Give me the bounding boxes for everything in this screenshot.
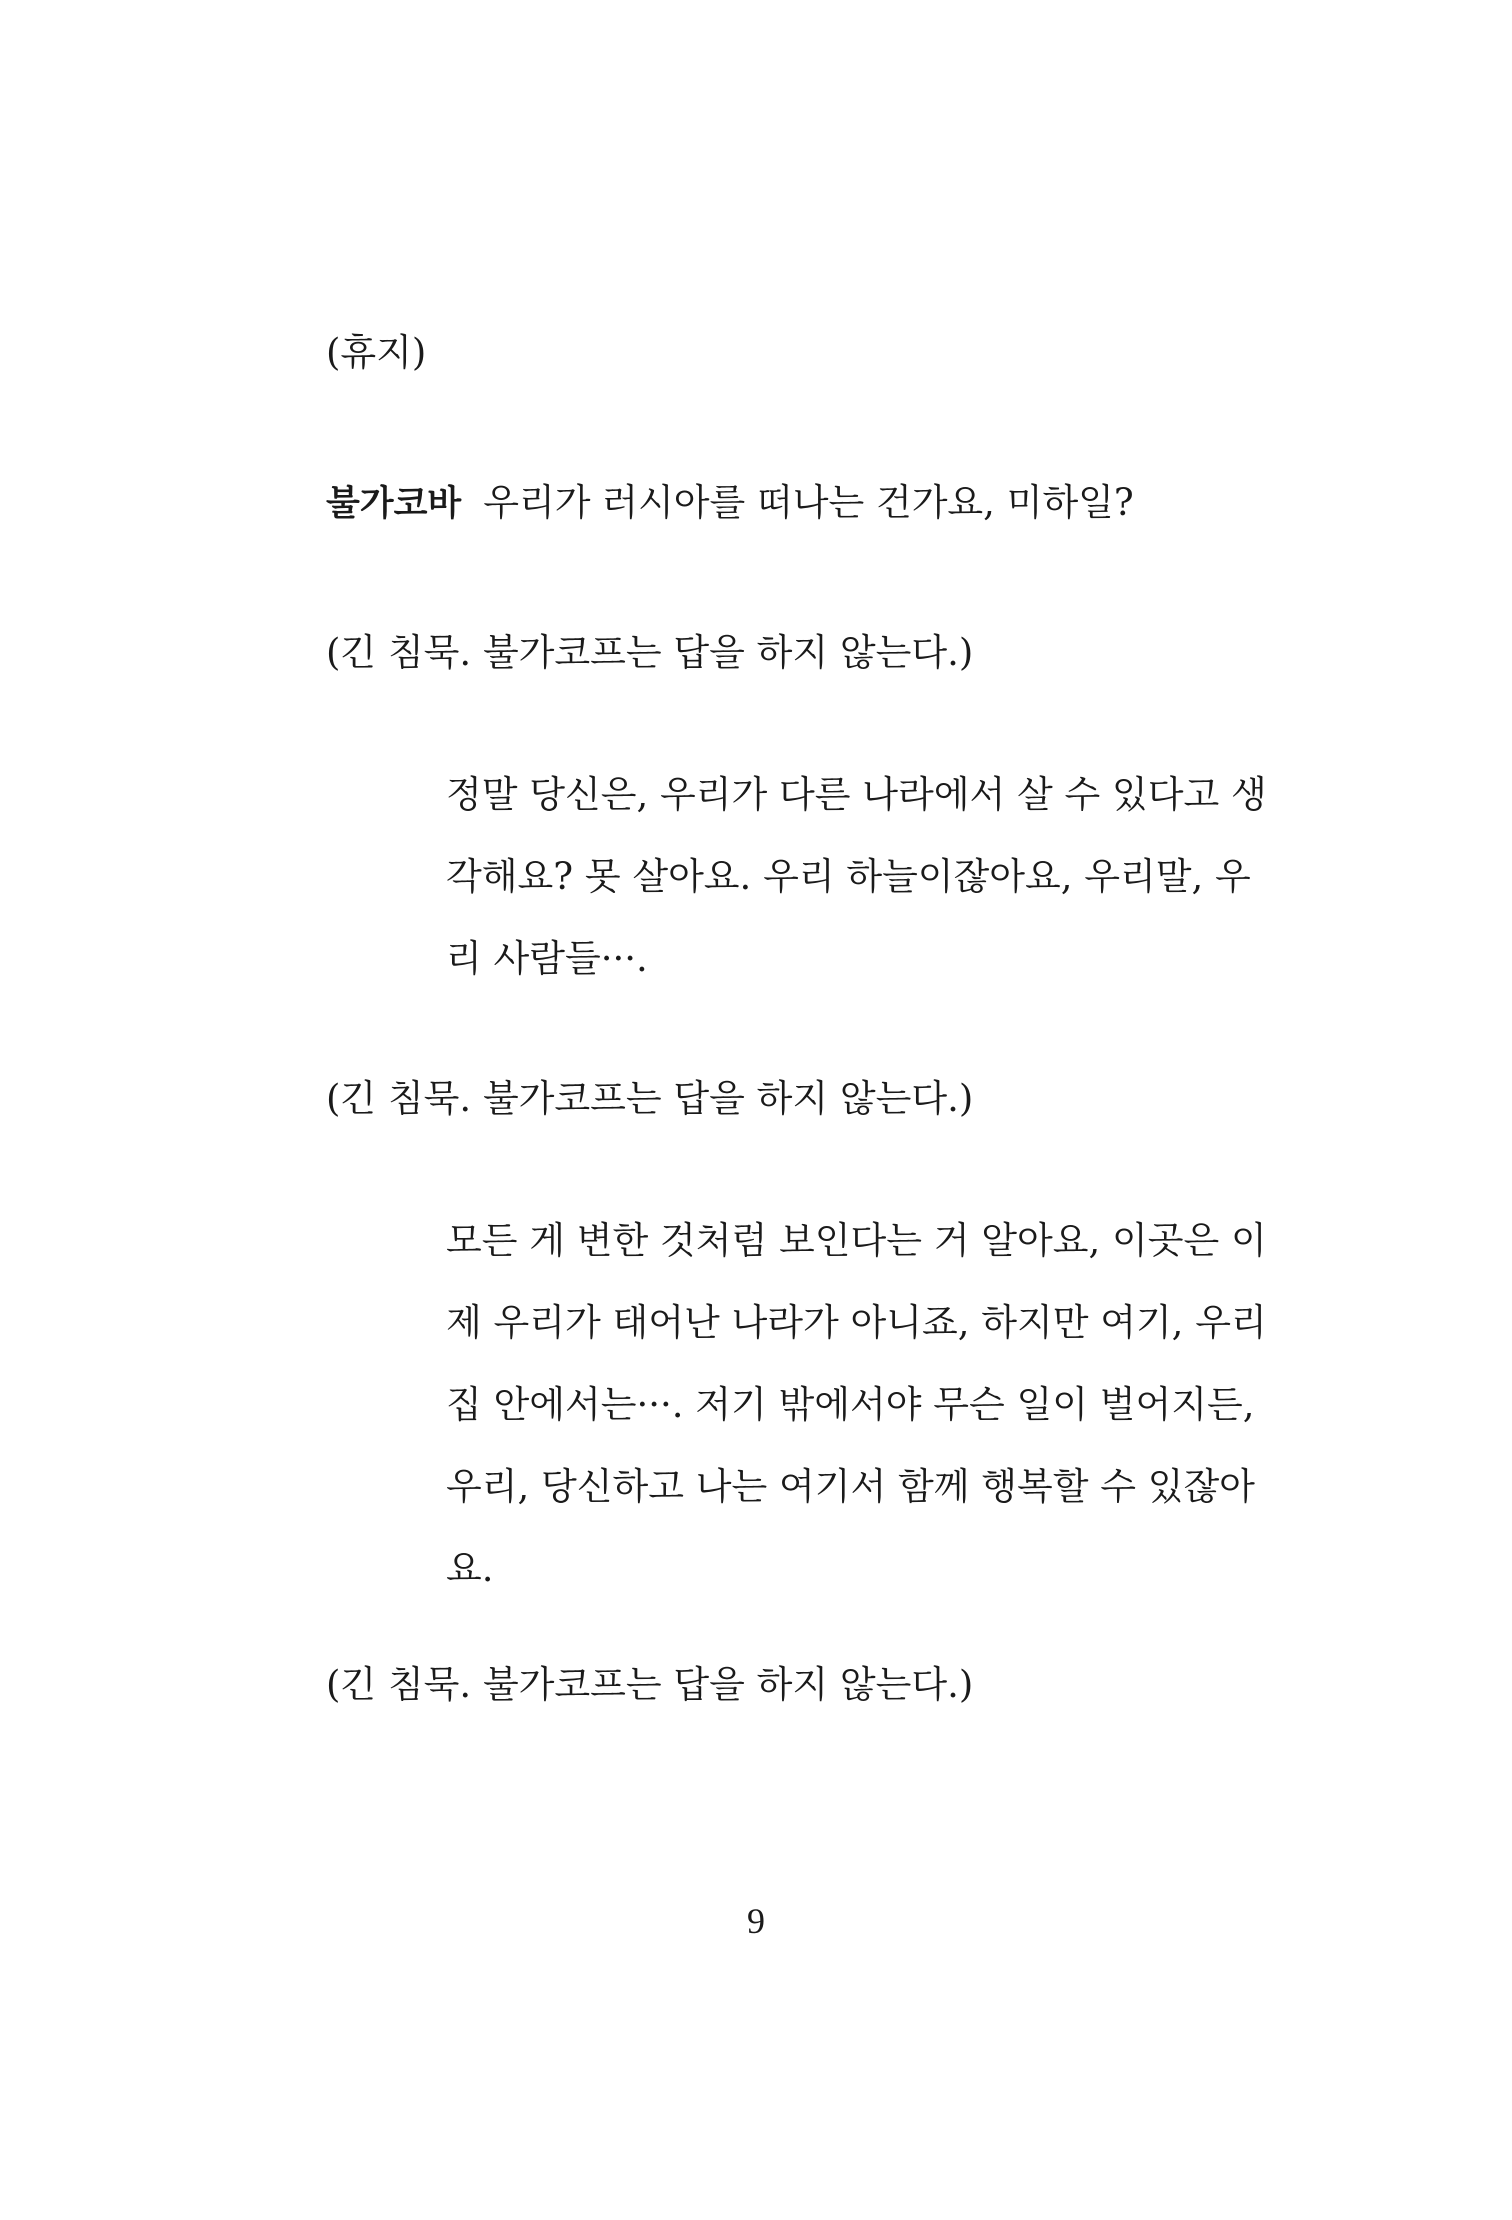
speech-paragraph xyxy=(446,1200,1266,1610)
speech-paragraph xyxy=(446,754,1266,1000)
speech-line: 정말 당신은, 우리가 다른 나라에서 살 수 있다고 생 xyxy=(446,773,1267,816)
speaker-name: 불가코바 xyxy=(326,484,462,524)
stage-direction: (긴 침묵. 불가코프는 답을 하지 않는다.) xyxy=(326,631,974,674)
speech-line: 제 우리가 태어난 나라가 아니죠, 하지만 여기, 우리 xyxy=(446,1301,1267,1344)
stage-direction-intermission: (휴지) xyxy=(326,331,427,374)
speech-line: 요. xyxy=(446,1547,494,1590)
dialogue-text: 우리가 러시아를 떠나는 건가요, 미하일? xyxy=(483,481,1134,524)
speech-line: 모든 게 변한 것처럼 보인다는 거 알아요, 이곳은 이 xyxy=(446,1219,1267,1262)
speech-line: 우리, 당신하고 나는 여기서 함께 행복할 수 있잖아 xyxy=(446,1465,1255,1508)
stage-direction: (긴 침묵. 불가코프는 답을 하지 않는다.) xyxy=(326,1663,974,1706)
dialogue-line xyxy=(326,472,1134,526)
speech-line: 각해요? 못 살아요. 우리 하늘이잖아요, 우리말, 우 xyxy=(446,855,1251,898)
stage-direction: (긴 침묵. 불가코프는 답을 하지 않는다.) xyxy=(326,1077,974,1120)
speech-line: 집 안에서는···. 저기 밖에서야 무슨 일이 벌어지든, xyxy=(446,1383,1255,1426)
speech-line: 리 사람들···. xyxy=(446,937,648,980)
page-number: 9 xyxy=(747,1901,765,1941)
